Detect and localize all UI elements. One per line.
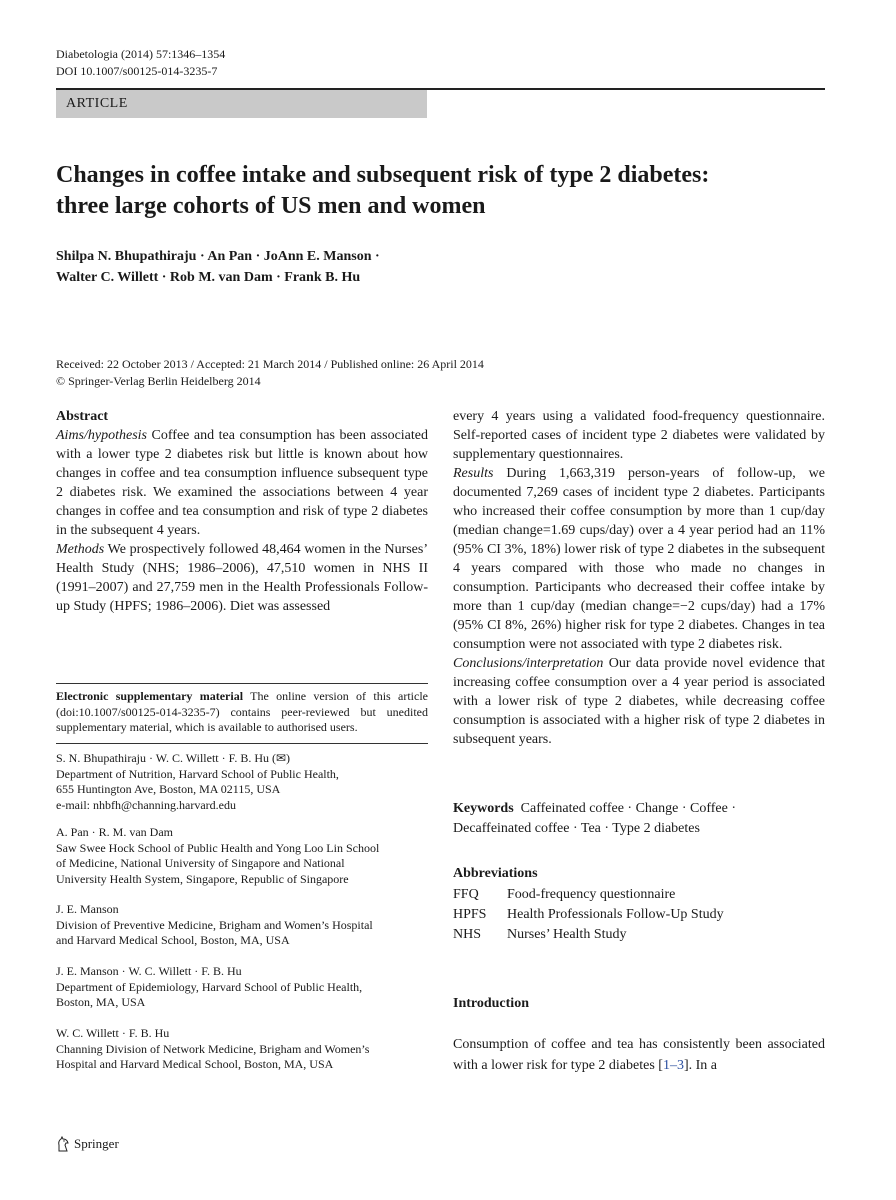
keywords-line-1	[453, 799, 825, 819]
keywords-label: Keywords	[453, 801, 514, 816]
keywords	[453, 799, 825, 839]
intro-text-after: ]. In a	[683, 1058, 717, 1073]
abstract-aims	[56, 426, 428, 540]
abstract-conclusions	[453, 654, 825, 749]
aims-text: Coffee and tea consumption has been associated with a lower type 2 diabetes risk but little is known about how changes in coffee and tea consumption influence subsequent type 2 diabetes risk. We examined the associations between 4 year changes in coffee and tea consumption and risk of type 2 diabetes in the subsequent 4 years.	[56, 428, 428, 538]
doi: DOI 10.1007/s00125-014-3235-7	[56, 64, 218, 78]
authors-line-2: Walter C. Willett · Rob M. van Dam · Frank B. Hu	[56, 270, 361, 285]
affiliation-line: Division of Preventive Medicine, Brigham and Women’s Hospital	[56, 917, 373, 932]
affiliation-line: Department of Nutrition, Harvard School of Public Health,	[56, 766, 339, 781]
journal-meta	[56, 46, 225, 80]
methods-label: Methods	[56, 542, 105, 557]
keywords-list-2: Decaffeinated coffee · Tea · Type 2 diabetes	[453, 821, 700, 836]
aims-label: Aims/hypothesis	[56, 428, 147, 443]
abbreviation: FFQ	[453, 887, 479, 902]
affiliation-line: Channing Division of Network Medicine, Brigham and Women’s	[56, 1041, 370, 1056]
abbreviation-row	[453, 885, 724, 905]
authors-line-1: Shilpa N. Bhupathiraju · An Pan · JoAnn E. Manson ·	[56, 249, 380, 264]
abbreviation-row	[453, 905, 724, 925]
abbreviation: NHS	[453, 927, 482, 942]
methods-text: We prospectively followed 48,464 women in the Nurses’ Health Study (NHS; 1986–2006), 47,510 women in NHS II (1991–2007) and 27,759 men in the Health Professionals Follow-up Study (HPFS; 1986–2006). Diet was assessed	[56, 542, 429, 614]
affiliation-names: W. C. Willett · F. B. Hu	[56, 1026, 170, 1040]
affiliation-5	[56, 1026, 428, 1073]
abbreviations-heading: Abbreviations	[453, 866, 538, 881]
affiliation-line: and Harvard Medical School, Boston, MA, USA	[56, 933, 290, 947]
springer-horse-icon	[56, 1136, 70, 1152]
abbreviation: HPFS	[453, 907, 487, 922]
esm-bottom-rule	[56, 743, 428, 744]
affiliation-names: S. N. Bhupathiraju · W. C. Willett · F. B. Hu (✉)	[56, 751, 291, 765]
affiliation-names: A. Pan · R. M. van Dam	[56, 825, 173, 839]
affiliation-line: Department of Epidemiology, Harvard School of Public Health,	[56, 979, 363, 994]
affiliation-line: Boston, MA, USA	[56, 995, 146, 1009]
affiliation-line: Saw Swee Hock School of Public Health and Yong Loo Lin School	[56, 840, 380, 855]
results-label: Results	[453, 466, 494, 481]
affiliation-2	[56, 825, 428, 887]
affiliation-line: 655 Huntington Ave, Boston, MA 02115, USA	[56, 782, 281, 796]
introduction-text	[453, 1034, 825, 1076]
article-type-badge: ARTICLE	[56, 90, 427, 118]
affiliation-1	[56, 751, 428, 813]
abbreviations-table	[453, 885, 724, 945]
abbreviation-definition: Health Professionals Follow-Up Study	[507, 907, 724, 922]
affiliation-4	[56, 964, 428, 1011]
affiliation-names: J. E. Manson · W. C. Willett · F. B. Hu	[56, 964, 242, 978]
abstract-results	[453, 464, 825, 654]
abstract-right	[453, 407, 825, 749]
copyright: © Springer-Verlag Berlin Heidelberg 2014	[56, 374, 261, 388]
history-dates: Received: 22 October 2013 / Accepted: 21 March 2014 / Published online: 26 April 2014	[56, 357, 484, 371]
title-line-1: Changes in coffee intake and subsequent risk of type 2 diabetes:	[56, 162, 710, 188]
publisher-name: Springer	[74, 1136, 119, 1151]
esm-top-rule	[56, 683, 428, 684]
results-text: During 1,663,319 person-years of follow-up, we documented 7,269 cases of incident type 2 diabetes. Participants who increased their coffee consumption by more than 1 cup/day (median change=1.69 cups/day) over a 4 year period had an 11% (95% CI 3%, 18%) lower risk of type 2 diabetes in the subsequent 4 years compared with those who made no changes in consumption. Participants who decreased their coffee intake by more than 1 cup/day (median change=−2 cups/day) had a 17% (95% CI 8%, 26%) higher risk for type 2 diabetes. Changes in tea consumption were not associated with type 2 diabetes risk.	[453, 466, 826, 652]
abbreviation-definition: Nurses’ Health Study	[507, 927, 627, 942]
intro-text-before: Consumption of coffee and tea has consistently been associated with a lower risk for type 2 diabetes [	[453, 1037, 825, 1073]
publisher-logo	[56, 1136, 119, 1152]
affiliation-names: J. E. Manson	[56, 902, 119, 916]
journal-citation: Diabetologia (2014) 57:1346–1354	[56, 47, 226, 61]
abstract-heading: Abstract	[56, 409, 109, 424]
affiliation-email[interactable]: e-mail: nhbfh@channing.harvard.edu	[56, 797, 236, 812]
abstract-left	[56, 407, 428, 616]
conclusions-label: Conclusions/interpretation	[453, 656, 604, 671]
esm-label: Electronic supplementary material	[56, 689, 244, 703]
abbreviation-row	[453, 925, 724, 945]
affiliation-line: Hospital and Harvard Medical School, Boston, MA, USA	[56, 1057, 334, 1071]
abbreviations	[453, 864, 825, 945]
keywords-list-1: Caffeinated coffee · Change · Coffee ·	[520, 801, 737, 816]
esm-text: The online version of this article (doi:10.1007/s00125-014-3235-7) contains peer-reviewed but unedited supplementary material, which is available to authorised users.	[56, 689, 428, 734]
conclusions-text: Our data provide novel evidence that increasing coffee consumption over a 4 year period is associated with a lower risk of type 2 diabetes, while decreasing coffee consumption is associated with a higher risk of type 2 diabetes in subsequent years.	[453, 656, 826, 747]
affiliation-line: University Health System, Singapore, Republic of Singapore	[56, 871, 349, 886]
abbreviation-definition: Food-frequency questionnaire	[507, 887, 676, 902]
supplementary-material-note	[56, 689, 428, 736]
author-list	[56, 246, 836, 288]
citation-link[interactable]: 1–3	[662, 1058, 684, 1073]
methods-continued: every 4 years using a validated food-frequency questionnaire. Self-reported cases of incident type 2 diabetes were validated by supplementary questionnaires.	[453, 409, 825, 462]
publication-dates	[56, 356, 836, 390]
introduction-heading: Introduction	[453, 996, 529, 1011]
abstract-methods	[56, 540, 428, 616]
title-line-2: three large cohorts of US men and women	[56, 193, 486, 219]
affiliation-3	[56, 902, 428, 949]
affiliation-line: of Medicine, National University of Singapore and National	[56, 856, 345, 870]
article-title	[56, 160, 836, 222]
